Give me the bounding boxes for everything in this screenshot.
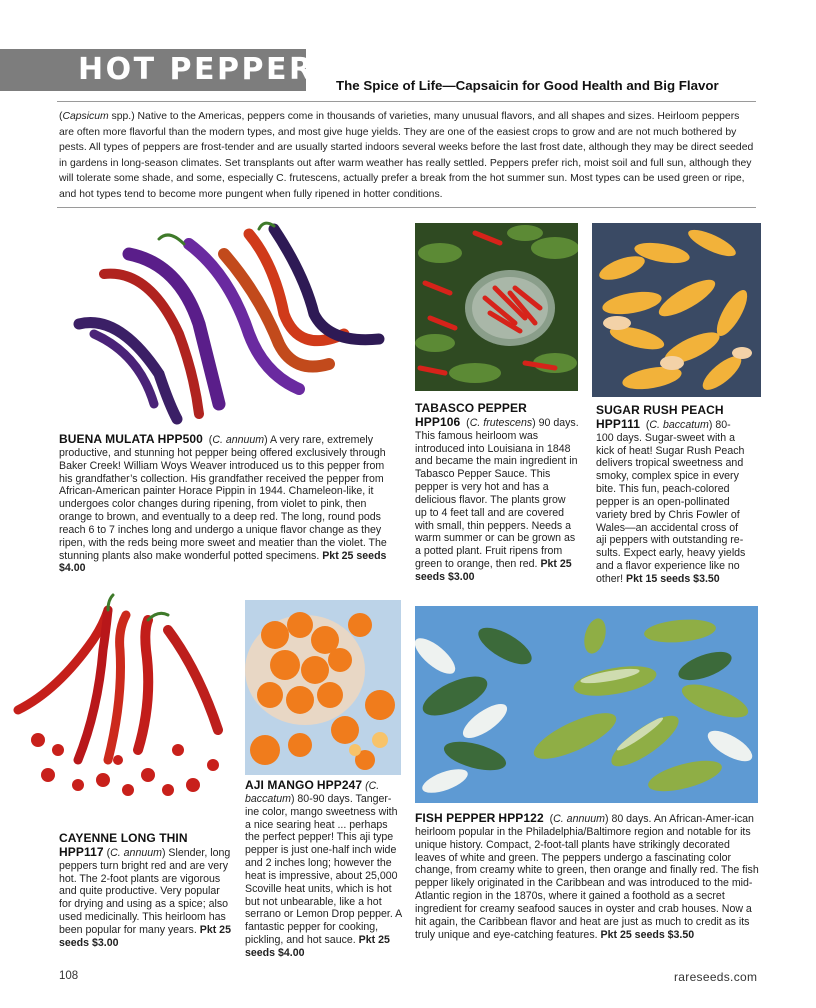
intro-text: spp.) Native to the Americas, peppers come in thousands of varieties, many unusual flavors, and all shapes and sizes. Heirloom peppers are often more flavorful than the modern types, and most give huge yields. They are one of the easiest crops to grow and are not much bothered by pests. All types of peppers are frost-tender and are usually started indoors several weeks before the last frost date, although they may be direct seeded in gardens in long-season climates. Set transplants out after warm weather has really settled. Peppers prefer rich, moist soil and full sun, although they will tolerate some shade, and some, especially C. frutescens, actually prefer a break from the hot summer sun. Most types can be used green or ripe, and hot types tend to become more pungent when fully ripened in hotter conditions. xyxy=(59,111,754,200)
buena-mulata-price: Pkt 25 seeds $4.00 xyxy=(59,549,387,575)
page-number: 108 xyxy=(59,970,79,982)
aji-mango-description xyxy=(245,779,403,960)
cayenne-description: CAYENNE LONG THIN HPP117 (C. annuum) Slender, long peppers turn bright red and are very hot. The 2-foot plants are vigorous and quite productive. Very popular for drying and using as a spice; also used medicinally. This heirloom has been popular for many years. Pkt 25 seeds $3.00 xyxy=(59,831,231,949)
aji-mango-species-prefix: (C. xyxy=(365,780,380,792)
sugar-rush-price: Pkt 15 seeds $3.50 xyxy=(626,572,720,585)
aji-mango-name: AJI MANGO xyxy=(245,778,314,792)
intro-paragraph: (Capsicum spp.) Native to the Americas, peppers come in thousands of varieties, many unusual flavors, and all shapes and sizes. Heirloom peppers are often more flavorful than the modern types, and most give huge yields. They are one of the easiest crops to grow and are not much bothered by pests. All types of peppers are frost-tender and are usually started indoors several weeks before the last frost date, although they may be direct seeded in gardens in long-season climates. Set transplants out after warm weather has really settled. Peppers prefer rich, moist soil and full sun, although they will tolerate some shade, and some, especially C. frutescens, actually prefer a break from the hot summer sun. Most types can be used green or ripe, and hot types tend to become more pungent when fully ripened in hotter conditions. xyxy=(59,111,754,200)
intro-genus: Capsicum xyxy=(62,111,109,122)
page-title: HOT PEPPERS xyxy=(78,52,339,87)
tabasco-description: TABASCO PEPPER HPP106 (C. frutescens) 90 days. This famous heirloom was introduced into Louisiana in 1848 and became the main ingredient in Tabasco Pepper Sauce. This pepper is very hot and has a delicious flavor. The plants grow up to 4 feet tall and are covered with small, thin peppers. Needs a warm summer or can be grown as a potted plant. Fruit ripens from green to orange, then red. Pkt 25 seeds $3.00 xyxy=(415,401,579,583)
fish-pepper-description: FISH PEPPER HPP122 (C. annuum) 80 days. An African-Amer-ican heirloom popular in the Philadelphia/Baltimore region and notable for its unique history. Compact, 2-foot-tall plants have strikingly decorated leaves of white and green. The peppers undergo a fascinating color change, from creamy white to green, then orange and finally red. The fish pepper likely originated in the Caribbean and was introduced to the mid-Atlantic region in the 1870s, where it gained a foothold as a secret ingredient for creamy seafood sauces in oyster and crab houses. Now a hit again, the Caribbean flavor and heat are just as much to credit as its truly unique and eye-catching features. Pkt 25 seeds $3.50 xyxy=(415,811,759,941)
buena-mulata-text: ) A very rare, extremely productive, and stunning hot pepper being offered exclusively through Baker Creek! William Woys Weaver introduced us to this pepper from his grandfather’s collection. His grandfather received the pepper from African-American painter Horace Pippin in 1944. Chameleon-like, it undergoes color changes during ripening, from violet to pink, then orange to brown, and eventually to a deep red. The long, round pods reach 6 to 7 inches long and undergo a unique flavor change as they ripen, with the reds being more sweet and meatier than the violet. The stunning plants also make wonderful potted specimens. xyxy=(59,434,387,562)
buena-mulata-code: HPP500 xyxy=(157,432,203,446)
tabasco-price: Pkt 25 seeds $3.00 xyxy=(415,558,572,583)
sugar-rush-text: ) 80-100 days. Sugar-sweet with a kick of heat! Sugar Rush Peach delivers tropical sweetness and smoky, complex spice in every bite. This fun, peach-colored pepper is an open-pollinated variety bred by Chris Fowler of Wales—an accidental cross of aji peppers with outstanding re-sults. Expect early, heavy yields and a flavor experience like no other! xyxy=(596,418,746,585)
page-subtitle: The Spice of Life—Capsaicin for Good Health and Big Flavor xyxy=(336,78,719,93)
aji-mango-code: HPP247 xyxy=(316,778,363,792)
cayenne-price: Pkt 25 seeds $3.00 xyxy=(59,923,231,949)
buena-mulata-name: BUENA MULATA xyxy=(59,432,155,446)
cayenne-species: C. annuum xyxy=(110,846,162,859)
header-rule xyxy=(57,101,756,102)
buena-mulata-species: C. annuum xyxy=(212,434,265,446)
tabasco-code: HPP106 xyxy=(415,414,461,429)
aji-mango-text: ) 80-90 days. Tanger-ine color, mango sweetness with a nice searing heat ... perhaps the perfect pepper! This aji type pepper is just one-half inch wide and 2 inches long; however the heat is impressive, about 25,000 Scoville heat units, which is hot but not unbearable, like a hot serrano or Lemon Drop pepper. A fantastic pepper for cooking, pickling, and hot sauce. xyxy=(245,792,402,947)
site-url: rareseeds.com xyxy=(674,970,758,984)
tabasco-species: C. frutescens xyxy=(469,416,533,429)
cayenne-name: CAYENNE LONG THIN xyxy=(59,831,188,845)
fish-pepper-code: HPP122 xyxy=(498,811,544,825)
fish-pepper-species: C. annuum xyxy=(553,813,605,825)
buena-mulata-description: BUENA MULATA HPP500 (C. annuum) A very rare, extremely productive, and stunning hot pepper being offered exclusively through Baker Creek! William Woys Weaver introduced us to this pepper from his grandfather’s collection. His grandfather received the pepper from African-American painter Horace Pippin in 1944. Chameleon-like, it undergoes color changes during ripening, from violet to pink, then orange to brown, and eventually to a deep red. The long, round pods reach 6 to 7 inches long and undergo a unique flavor change as they ripen, with the reds being more sweet and meatier than the violet. The stunning plants also make wonderful potted specimens. Pkt 25 seeds $4.00 xyxy=(59,432,387,575)
fish-pepper-text: ) 80 days. An African-Amer-ican heirloom popular in the Philadelphia/Baltimore region and notable for its unique history. Compact, 2-foot-tall plants have strikingly decorated leaves of white and green. The peppers undergo a fascinating color change, from creamy white to green, then orange and finally red. The fish pepper likely originated in the Caribbean and was introduced to the mid-Atlantic region in the 1870s, where it gained a foothold as a secret ingredient for creamy seafood sauces in oyster and crab houses. Now a hit again, the Caribbean flavor and heat are just as much to credit as its truly unique and eye-catching features. xyxy=(415,813,759,941)
tabasco-name: TABASCO PEPPER xyxy=(415,401,527,415)
buena-mulata-photo xyxy=(59,214,390,432)
sugar-rush-peach-photo xyxy=(592,223,761,397)
sugar-rush-description: SUGAR RUSH PEACH HPP111 (C. baccatum) 80-100 days. Sugar-sweet with a kick of heat! Sugar Rush Peach delivers tropical sweetness and smoky, complex spice in every bite. This fun, peach-colored pepper is an open-pollinated variety bred by Chris Fowler of Wales—an accidental cross of aji peppers with outstanding re-sults. Expect early, heavy yields and a flavor experience like no other! Pkt 15 seeds $3.50 xyxy=(596,403,746,585)
cayenne-code: HPP117 xyxy=(59,844,104,859)
cayenne-photo xyxy=(8,590,234,826)
aji-mango-photo xyxy=(245,600,401,775)
aji-mango-price: Pkt 25 seeds $4.00 xyxy=(245,934,390,959)
intro-rule xyxy=(57,207,756,208)
sugar-rush-species: C. baccatum xyxy=(649,418,709,431)
aji-mango-species: baccatum xyxy=(245,792,291,805)
tabasco-photo xyxy=(415,223,578,391)
fish-pepper-price: Pkt 25 seeds $3.50 xyxy=(600,928,695,941)
cayenne-text: ) Slender, long peppers turn bright red and are very hot. The 2-foot plants are vigorous and quite productive. Very popular for drying and using as a spice; also used medicinally. This heirloom has been popular for many years. xyxy=(59,846,231,936)
fish-pepper-photo xyxy=(415,606,758,803)
tabasco-text: ) 90 days. This famous heirloom was introduced into Louisiana in 1848 and became the main ingredient in Tabasco Pepper Sauce. This pepper is very hot and has a delicious flavor. The plants grow up to 4 feet tall and are covered with small, thin peppers. Needs a warm summer or can be grown as a potted plant. Fruit ripens from green to orange, then red. xyxy=(415,416,579,571)
sugar-rush-name: SUGAR RUSH PEACH xyxy=(596,403,724,417)
fish-pepper-name: FISH PEPPER xyxy=(415,811,496,825)
sugar-rush-code: HPP111 xyxy=(596,416,640,431)
